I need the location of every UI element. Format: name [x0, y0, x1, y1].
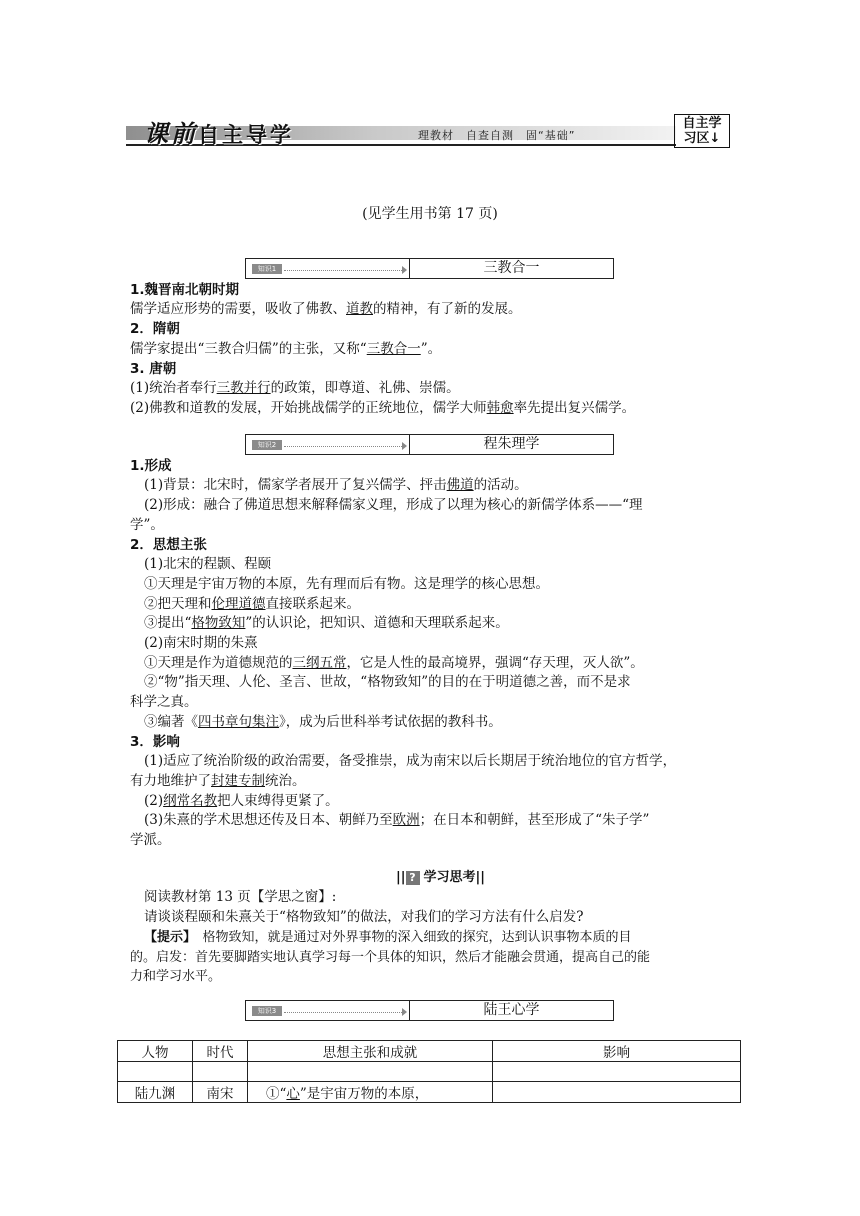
paragraph: ②“物”指天理、人伦、圣言、世故，“格物致知”的目的在于明道德之善，而不是求	[144, 674, 631, 690]
paragraph: 科学之真。	[130, 694, 198, 710]
paragraph: (1)背景：北宋时，儒家学者展开了复兴儒学、抨击佛道的活动。	[144, 477, 528, 493]
table-cell: 南宋	[193, 1082, 248, 1103]
table-row	[118, 1082, 741, 1103]
study-thinking-title: || ? 学习思考||	[396, 870, 486, 885]
paragraph: (2)形成：融合了佛道思想来解释儒家义理，形成了以理为核心的新儒学体系——“理	[144, 497, 643, 513]
knowledge-tag: 知识3	[252, 1006, 282, 1016]
table-header-row	[118, 1041, 741, 1062]
table-cell: ①“心”是宇宙万物的本原，	[248, 1082, 493, 1103]
table-row	[118, 1062, 741, 1082]
paragraph: 阅读教材第 13 页【学思之窗】:	[144, 889, 337, 905]
heading: 2．隋朝	[130, 321, 180, 337]
paragraph: (1)适应了统治阶级的政治需要，备受推崇，成为南宋以后长期居于统治地位的官方哲学，	[144, 753, 677, 769]
heading: 1.魏晋南北朝时期	[130, 282, 240, 298]
question-icon: ?	[406, 871, 420, 885]
school-of-mind-table	[117, 1040, 741, 1103]
dotted-leader	[284, 1012, 404, 1013]
paragraph: 儒学家提出“三教合归儒”的主张，又称“三教合一”。	[130, 341, 442, 357]
paragraph: ①天理是宇宙万物的本原，先有理而后有物。这是理学的核心思想。	[144, 576, 549, 592]
paragraph: ①天理是作为道德规范的三纲五常，它是人性的最高境界，强调“存天理，灭人欲”。	[144, 655, 644, 671]
paragraph: ③提出“格物致知”的认识论，把知识、道德和天理联系起来。	[144, 615, 509, 631]
section-title: 三教合一	[483, 260, 540, 276]
hint-paragraph: 力和学习水平。	[130, 969, 222, 984]
arrow-icon	[402, 442, 407, 450]
paragraph: 学派。	[130, 832, 171, 848]
table-header: 人物	[118, 1041, 193, 1062]
hint-paragraph: 的。启发：首先要脚踏实地认真学习每一个具体的知识，然后才能融会贯通，提高自己的能	[130, 950, 651, 965]
paragraph: ②把天理和伦理道德直接联系起来。	[144, 596, 360, 612]
table-header: 影响	[493, 1041, 741, 1062]
dotted-leader	[284, 446, 404, 447]
knowledge-bar-2	[245, 434, 614, 455]
header-subtitle: 理教材 自查自测 固“基础”	[418, 129, 576, 142]
header-title: 课前自主导学	[144, 119, 294, 148]
paragraph: ③编著《四书章句集注》，成为后世科举考试依据的教科书。	[144, 714, 502, 730]
arrow-icon	[402, 1008, 407, 1016]
heading: 1.形成	[130, 458, 172, 474]
heading: 3. 唐朝	[130, 361, 177, 377]
knowledge-tag: 知识2	[252, 440, 282, 450]
paragraph: (2)佛教和道教的发展，开始挑战儒学的正统地位，儒学大师韩愈率先提出复兴儒学。	[130, 400, 636, 416]
table-cell: 陆九渊	[118, 1082, 193, 1103]
paragraph: (3)朱熹的学术思想还传及日本、朝鲜乃至欧洲；在日本和朝鲜，甚至形成了“朱子学”	[144, 812, 650, 828]
paragraph: (2)纲常名教把人束缚得更紧了。	[144, 793, 339, 809]
table-header: 时代	[193, 1041, 248, 1062]
self-study-badge: 自主学 习区↓	[674, 114, 730, 148]
knowledge-tag: 知识1	[252, 264, 282, 274]
paragraph: (2)南宋时期的朱熹	[144, 635, 258, 651]
paragraph: 儒学适应形势的需要，吸收了佛教、道教的精神，有了新的发展。	[130, 301, 522, 317]
section-title: 程朱理学	[483, 436, 540, 452]
arrow-icon	[402, 266, 407, 274]
dotted-leader	[284, 270, 404, 271]
hint-paragraph: 【提示】 格物致知，就是通过对外界事物的深入细致的探究，达到认识事物本质的目	[144, 930, 632, 945]
section-title: 陆王心学	[483, 1002, 540, 1018]
heading: 2．思想主张	[130, 537, 207, 553]
page-reference: (见学生用书第 17 页)	[362, 206, 498, 222]
knowledge-bar-1	[245, 258, 614, 279]
paragraph: (1)统治者奉行三教并行的政策，即尊道、礼佛、崇儒。	[130, 380, 460, 396]
table-header: 思想主张和成就	[248, 1041, 493, 1062]
paragraph: 有力地维护了封建专制统治。	[130, 773, 306, 789]
heading: 3．影响	[130, 734, 180, 750]
paragraph: 学”。	[130, 517, 164, 533]
section-header	[126, 114, 738, 148]
paragraph: (1)北宋的程颢、程颐	[144, 556, 272, 572]
paragraph: 请谈谈程颐和朱熹关于“格物致知”的做法，对我们的学习方法有什么启发?	[144, 909, 584, 925]
knowledge-bar-3	[245, 1000, 614, 1021]
